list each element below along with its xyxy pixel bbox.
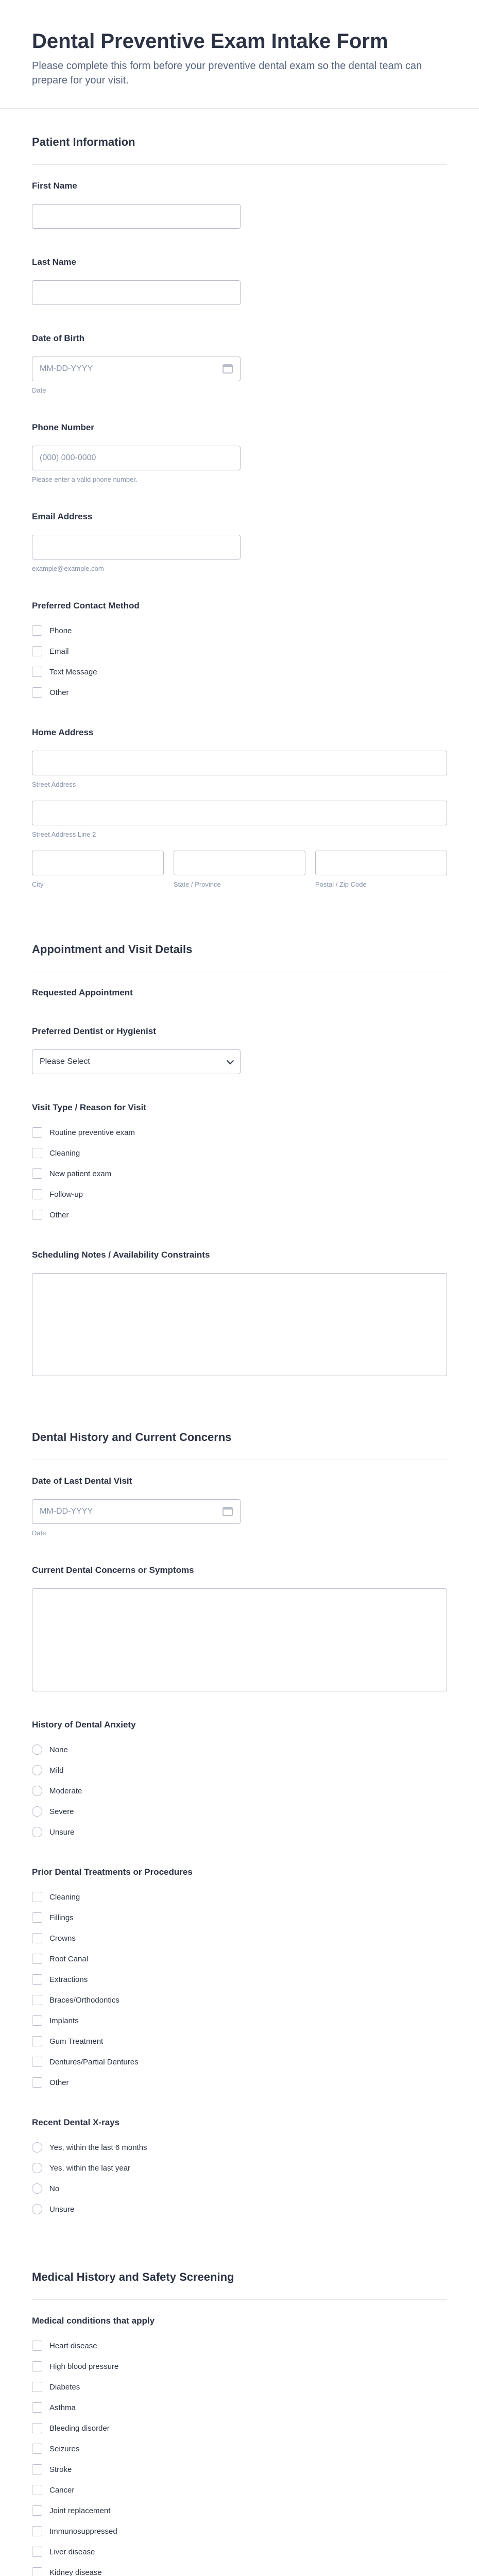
option-label: Kidney disease — [49, 2568, 102, 2576]
condition-option[interactable] — [32, 2339, 447, 2352]
checkbox[interactable] — [32, 1127, 42, 1138]
dob-sublabel: Date — [32, 386, 46, 394]
option-label: Joint replacement — [49, 2506, 111, 2515]
option-label: Other — [49, 688, 69, 697]
option-label: Bleeding disorder — [49, 2424, 110, 2433]
radio[interactable] — [32, 1786, 42, 1796]
prior-option[interactable] — [32, 1973, 447, 1986]
option-label: No — [49, 2184, 60, 2193]
checkbox[interactable] — [32, 2423, 42, 2433]
option-label: Root Canal — [49, 1954, 89, 1963]
checkbox[interactable] — [32, 2077, 42, 2088]
section-heading-appointment: Appointment and Visit Details — [32, 916, 447, 972]
option-label: Implants — [49, 2016, 79, 2025]
form-title: Dental Preventive Exam Intake Form — [32, 30, 388, 53]
last-visit-label: Date of Last Dental Visit — [32, 1476, 132, 1486]
contact-option[interactable] — [32, 686, 447, 699]
checkbox[interactable] — [32, 2402, 42, 2413]
option-label: Follow-up — [49, 1190, 83, 1199]
street-address-sublabel: Street Address — [32, 781, 76, 788]
checkbox[interactable] — [32, 2505, 42, 2516]
checkbox[interactable] — [32, 2444, 42, 2454]
condition-option[interactable] — [32, 2545, 447, 2558]
xrays-option[interactable] — [32, 2141, 447, 2154]
state-sublabel: State / Province — [174, 880, 221, 888]
option-label: None — [49, 1745, 68, 1754]
option-label: Diabetes — [49, 2382, 80, 2392]
option-label: Yes, within the last 6 months — [49, 2143, 147, 2152]
dentist-select[interactable] — [32, 1049, 241, 1074]
checkbox[interactable] — [32, 1995, 42, 2005]
conditions-field — [32, 2315, 447, 2576]
checkbox[interactable] — [32, 625, 42, 636]
option-label: Severe — [49, 1807, 74, 1816]
option-label: Liver disease — [49, 2547, 95, 2556]
prior-option[interactable] — [32, 2055, 447, 2069]
state-input[interactable] — [174, 851, 305, 875]
condition-option[interactable] — [32, 2566, 447, 2576]
option-label: Stroke — [49, 2465, 72, 2474]
first-name-input[interactable] — [32, 204, 241, 229]
option-label: Fillings — [49, 1913, 74, 1922]
address-row — [32, 851, 447, 888]
xrays-option[interactable] — [32, 2182, 447, 2195]
checkbox[interactable] — [32, 646, 42, 656]
visit-type-field — [32, 1102, 447, 1222]
dentist-label: Preferred Dentist or Hygienist — [32, 1026, 156, 1036]
concerns-label: Current Dental Concerns or Symptoms — [32, 1565, 194, 1575]
checkbox[interactable] — [32, 2382, 42, 2392]
last-visit-placeholder: MM-DD-YYYY — [40, 1507, 93, 1516]
street-address-2-input[interactable] — [32, 801, 447, 825]
checkbox[interactable] — [32, 1954, 42, 1964]
option-label: Cleaning — [49, 1148, 80, 1158]
condition-option[interactable] — [32, 2401, 447, 2414]
phone-label: Phone Number — [32, 422, 94, 432]
conditions-label: Medical conditions that apply — [32, 2316, 155, 2326]
checkbox[interactable] — [32, 1974, 42, 1985]
dentist-selected: Please Select — [40, 1057, 90, 1066]
checkbox[interactable] — [32, 1933, 42, 1943]
checkbox[interactable] — [32, 2361, 42, 2371]
option-label: New patient exam — [49, 1169, 112, 1178]
prior-option[interactable] — [32, 1993, 447, 2007]
anxiety-option[interactable] — [32, 1764, 447, 1777]
checkbox[interactable] — [32, 2015, 42, 2026]
dob-field — [32, 333, 447, 394]
option-label: Email — [49, 647, 69, 656]
section-heading-patient: Patient Information — [32, 109, 447, 165]
option-label: Unsure — [49, 2205, 75, 2214]
dob-label: Date of Birth — [32, 333, 84, 343]
visit-option[interactable] — [32, 1146, 447, 1160]
option-label: Text Message — [49, 667, 97, 676]
option-label: Extractions — [49, 1975, 88, 1984]
chevron-down-icon — [227, 1057, 234, 1064]
checkbox[interactable] — [32, 2036, 42, 2046]
visit-option[interactable] — [32, 1208, 447, 1222]
section-heading-dental-history: Dental History and Current Concerns — [32, 1404, 447, 1460]
prior-option[interactable] — [32, 2014, 447, 2027]
form-description: Please complete this form before your preventive dental exam so the dental team can prepare for your visit. — [32, 60, 422, 86]
checkbox[interactable] — [32, 2464, 42, 2475]
prior-option[interactable] — [32, 1952, 447, 1965]
last-name-label: Last Name — [32, 257, 76, 267]
checkbox[interactable] — [32, 2057, 42, 2067]
contact-option[interactable] — [32, 645, 447, 658]
anxiety-option[interactable] — [32, 1825, 447, 1839]
condition-option[interactable] — [32, 2463, 447, 2476]
address-field — [32, 727, 447, 888]
city-input[interactable] — [32, 851, 164, 875]
prior-treatments-label: Prior Dental Treatments or Procedures — [32, 1867, 193, 1877]
last-visit-input[interactable] — [32, 1499, 241, 1524]
option-label: Moderate — [49, 1786, 82, 1795]
prior-option[interactable] — [32, 1931, 447, 1945]
contact-method-label: Preferred Contact Method — [32, 601, 140, 611]
form-content — [0, 109, 479, 2576]
visit-type-label: Visit Type / Reason for Visit — [32, 1103, 147, 1112]
option-label: Phone — [49, 626, 72, 635]
radio[interactable] — [32, 2163, 42, 2173]
contact-method-field — [32, 600, 447, 699]
city-sublabel: City — [32, 880, 44, 888]
scheduling-textarea[interactable] — [32, 1273, 447, 1376]
condition-option[interactable] — [32, 2504, 447, 2517]
radio[interactable] — [32, 1765, 42, 1775]
last-visit-field — [32, 1476, 447, 1537]
radio[interactable] — [32, 2142, 42, 2153]
visit-option[interactable] — [32, 1167, 447, 1180]
checkbox[interactable] — [32, 2567, 42, 2576]
street-address-input[interactable] — [32, 751, 447, 775]
checkbox[interactable] — [32, 1912, 42, 1923]
xrays-option[interactable] — [32, 2161, 447, 2175]
concerns-textarea[interactable] — [32, 1588, 447, 1691]
condition-option[interactable] — [32, 2380, 447, 2394]
prior-option[interactable] — [32, 1890, 447, 1904]
contact-option[interactable] — [32, 665, 447, 679]
option-label: Cancer — [49, 2485, 75, 2495]
checkbox[interactable] — [32, 1148, 42, 1158]
requested-appointment-label: Requested Appointment — [32, 988, 133, 997]
checkbox[interactable] — [32, 2341, 42, 2351]
phone-input[interactable] — [32, 446, 241, 470]
address-label: Home Address — [32, 727, 94, 737]
email-label: Email Address — [32, 512, 93, 521]
xrays-option[interactable] — [32, 2202, 447, 2216]
option-label: Mild — [49, 1766, 64, 1775]
prior-option[interactable] — [32, 2035, 447, 2048]
radio[interactable] — [32, 1806, 42, 1817]
first-name-label: First Name — [32, 181, 77, 191]
option-label: Yes, within the last year — [49, 2163, 131, 2173]
concerns-field — [32, 1565, 447, 1691]
checkbox[interactable] — [32, 667, 42, 677]
option-label: Seizures — [49, 2444, 80, 2453]
checkbox[interactable] — [32, 2526, 42, 2536]
anxiety-label: History of Dental Anxiety — [32, 1720, 136, 1730]
radio[interactable] — [32, 1744, 42, 1755]
contact-option[interactable] — [32, 624, 447, 637]
checkbox[interactable] — [32, 1189, 42, 1199]
city-col — [32, 851, 164, 888]
xrays-label: Recent Dental X-rays — [32, 2117, 120, 2127]
anxiety-option[interactable] — [32, 1784, 447, 1798]
anxiety-option[interactable] — [32, 1743, 447, 1756]
zip-col — [315, 851, 447, 888]
radio[interactable] — [32, 2183, 42, 2194]
prior-option[interactable] — [32, 2076, 447, 2089]
radio[interactable] — [32, 2204, 42, 2214]
condition-option[interactable] — [32, 2442, 447, 2455]
email-input[interactable] — [32, 535, 241, 560]
dob-placeholder: MM-DD-YYYY — [40, 364, 93, 373]
option-label: Other — [49, 1210, 69, 1219]
checkbox[interactable] — [32, 2547, 42, 2557]
option-label: Other — [49, 2078, 69, 2087]
option-label: Heart disease — [49, 2341, 97, 2350]
form-header — [0, 0, 479, 109]
state-col — [174, 851, 305, 888]
checkbox[interactable] — [32, 1892, 42, 1902]
dentist-field — [32, 1026, 447, 1074]
email-sublabel: example@example.com — [32, 565, 104, 572]
option-label: Immunosuppressed — [49, 2527, 117, 2536]
checkbox[interactable] — [32, 1210, 42, 1220]
last-visit-sublabel: Date — [32, 1529, 46, 1537]
condition-option[interactable] — [32, 2524, 447, 2538]
visit-option[interactable] — [32, 1126, 447, 1139]
option-label: Asthma — [49, 2403, 76, 2412]
scheduling-field — [32, 1249, 447, 1376]
condition-option[interactable] — [32, 2360, 447, 2373]
first-name-field — [32, 180, 447, 229]
option-label: Crowns — [49, 1934, 76, 1943]
option-label: Routine preventive exam — [49, 1128, 135, 1137]
prior-option[interactable] — [32, 1911, 447, 1924]
option-label: Cleaning — [49, 1892, 80, 1902]
email-field — [32, 511, 447, 572]
scheduling-label: Scheduling Notes / Availability Constraints — [32, 1250, 210, 1260]
option-label: High blood pressure — [49, 2362, 119, 2371]
phone-placeholder: (000) 000-0000 — [40, 453, 96, 462]
radio[interactable] — [32, 1827, 42, 1837]
phone-sublabel: Please enter a valid phone number. — [32, 476, 138, 483]
anxiety-field — [32, 1719, 447, 1839]
xrays-field — [32, 2117, 447, 2216]
anxiety-option[interactable] — [32, 1805, 447, 1818]
calendar-icon[interactable] — [223, 364, 233, 374]
zip-sublabel: Postal / Zip Code — [315, 880, 367, 888]
option-label: Braces/Orthodontics — [49, 1995, 119, 2005]
calendar-icon[interactable] — [223, 1507, 233, 1516]
checkbox[interactable] — [32, 1168, 42, 1179]
section-heading-medical: Medical History and Safety Screening — [32, 2244, 447, 2300]
zip-input[interactable] — [315, 851, 447, 875]
phone-field — [32, 422, 447, 483]
visit-option[interactable] — [32, 1188, 447, 1201]
prior-treatments-field — [32, 1867, 447, 2089]
checkbox[interactable] — [32, 687, 42, 698]
last-name-input[interactable] — [32, 280, 241, 305]
street-address-2-sublabel: Street Address Line 2 — [32, 831, 96, 838]
option-label: Unsure — [49, 1827, 75, 1837]
condition-option[interactable] — [32, 2421, 447, 2435]
condition-option[interactable] — [32, 2483, 447, 2497]
option-label: Gum Treatment — [49, 2037, 104, 2046]
dob-input[interactable] — [32, 357, 241, 381]
last-name-field — [32, 257, 447, 305]
checkbox[interactable] — [32, 2485, 42, 2495]
option-label: Dentures/Partial Dentures — [49, 2057, 139, 2066]
